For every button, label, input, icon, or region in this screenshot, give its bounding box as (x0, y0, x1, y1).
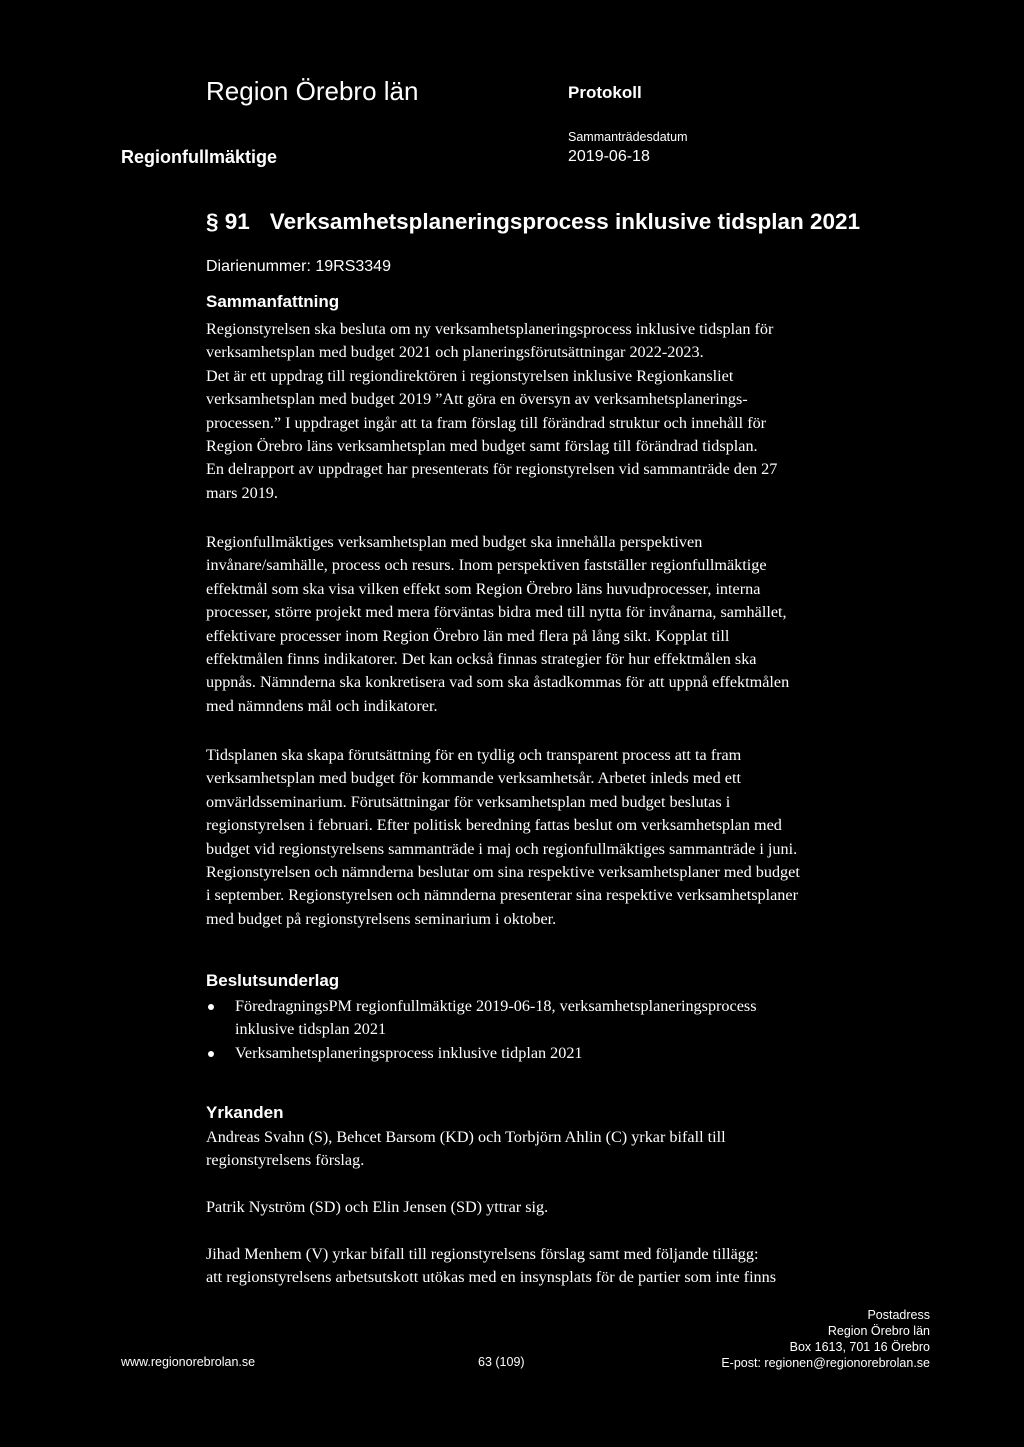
address-box: Box 1613, 701 16 Örebro (789, 1340, 930, 1354)
summary-paragraph-3 (206, 744, 866, 931)
text-line: processer, större projekt med mera förväntas bidra med till nytta för invånarna, samhället, (206, 603, 787, 622)
claims-paragraph-2 (206, 1196, 866, 1219)
page-number: 63 (109) (478, 1355, 525, 1369)
text-line: Region Örebro läns verksamhetsplan med budget samt förslag till förändrad tidsplan. (206, 437, 758, 456)
text-line: Tidsplanen ska skapa förutsättning för en tydlig och transparent process att ta fram (206, 746, 742, 764)
section-title (206, 209, 860, 235)
claims-heading: Yrkanden (206, 1103, 284, 1122)
text-line: med nämndens mål och indikatorer. (206, 696, 438, 715)
text-line: Verksamhetsplaneringsprocess inklusive tidplan 2021 (235, 1043, 583, 1062)
footer-address (721, 1307, 930, 1371)
text-line: processen.” I uppdraget ingår att ta fram förslag till förändrad struktur och innehåll för (206, 413, 767, 432)
text-line: regionstyrelsens förslag. (206, 1151, 365, 1170)
text-line: budget vid regionstyrelsens sammanträde i maj och regionfullmäktiges sammanträde i juni. (206, 839, 798, 858)
text-line: omvärldsseminarium. Förutsättningar för verksamhetsplan med budget beslutas i (206, 792, 731, 811)
text-line: Patrik Nyström (SD) och Elin Jensen (SD) yttrar sig. (206, 1198, 549, 1216)
text-line: invånare/samhälle, process och resurs. Inom perspektiven fastställer regionfullmäktige (206, 556, 767, 575)
text-line: verksamhetsplan med budget 2019 ”Att göra en översyn av verksamhetsplanerings- (206, 390, 748, 409)
text-line: att regionstyrelsens arbetsutskott utökas med en insynsplats för de partier som inte finns (206, 1268, 777, 1287)
summary-paragraph-1 (206, 318, 866, 505)
organization-name: Region Örebro län (206, 76, 419, 106)
meeting-date-label: Sammanträdesdatum (568, 130, 688, 144)
address-label: Postadress (867, 1308, 930, 1322)
text-line: Andreas Svahn (S), Behcet Barsom (KD) och Torbjörn Ahlin (C) yrkar bifall till (206, 1128, 726, 1146)
body-name: Regionfullmäktige (121, 147, 278, 167)
footer-email: E-post: regionen@regionorebrolan.se (721, 1356, 930, 1370)
text-line: Det är ett uppdrag till regiondirektören i regionstyrelsen inklusive Regionkansliet (206, 366, 734, 385)
claims-paragraph-1 (206, 1126, 866, 1173)
text-line: En delrapport av uppdraget har presenterats för regionstyrelsen vid sammanträde den 27 (206, 460, 778, 479)
claims-paragraph-3 (206, 1243, 866, 1290)
text-line: effektivare processer inom Region Örebro län med flera på lång sikt. Kopplat till (206, 626, 730, 645)
text-line: effektmål som ska visa vilken effekt som Region Örebro läns huvudprocesser, interna (206, 579, 761, 598)
list-item (206, 1042, 757, 1065)
text-line: med budget på regionstyrelsens seminarium i oktober. (206, 909, 557, 928)
text-line: regionstyrelsen i februari. Efter politisk beredning fattas beslut om verksamhetsplan med (206, 816, 782, 835)
list-item (206, 995, 757, 1042)
text-line: verksamhetsplan med budget 2021 och planeringsförutsättningar 2022-2023. (206, 343, 704, 362)
text-line: i september. Regionstyrelsen och nämnderna presenterar sina respektive verksamhetsplaner (206, 886, 798, 905)
text-line: FöredragningsPM regionfullmäktige 2019-06-18, verksamhetsplaneringsprocess (235, 997, 757, 1015)
document-type: Protokoll (568, 83, 642, 102)
summary-heading: Sammanfattning (206, 292, 340, 311)
text-line: mars 2019. (206, 483, 278, 502)
diary-number: Diarienummer: 19RS3349 (206, 258, 391, 275)
text-line: effektmålen finns indikatorer. Det kan också finnas strategier för hur effektmålen ska (206, 650, 757, 669)
text-line: uppnås. Nämnderna ska konkretisera vad som ska åstadkommas för att uppnå effektmålen (206, 673, 790, 692)
decision-basis-heading: Beslutsunderlag (206, 971, 340, 990)
summary-paragraph-2 (206, 531, 866, 718)
text-line: Regionfullmäktiges verksamhetsplan med budget ska innehålla perspektiven (206, 533, 703, 551)
text-line: inklusive tidsplan 2021 (235, 1020, 387, 1039)
text-line: Jihad Menhem (V) yrkar bifall till regionstyrelsens förslag samt med följande tillägg: (206, 1245, 759, 1263)
address-org: Region Örebro län (827, 1324, 930, 1338)
text-line: verksamhetsplan med budget för kommande verksamhetsår. Arbetet inleds med ett (206, 769, 741, 788)
decision-basis-list (206, 995, 757, 1065)
footer-website: www.regionorebrolan.se (121, 1355, 256, 1369)
text-line: Regionstyrelsen ska besluta om ny verksamhetsplaneringsprocess inklusive tidsplan för (206, 320, 774, 338)
meeting-date: 2019-06-18 (568, 148, 650, 165)
section-number: § 91 (206, 209, 250, 234)
text-line: Regionstyrelsen och nämnderna beslutar om sina respektive verksamhetsplaner med budget (206, 863, 800, 882)
section-title-text: Verksamhetsplaneringsprocess inklusive tidsplan 2021 (269, 209, 861, 234)
